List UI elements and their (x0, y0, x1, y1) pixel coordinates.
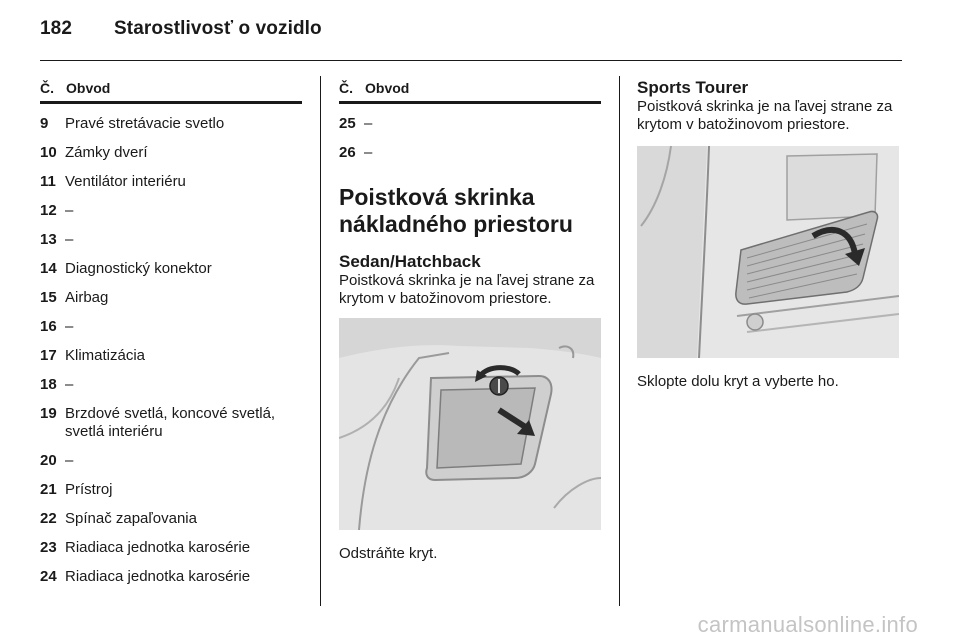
fuse-row (40, 173, 302, 191)
section-title (339, 184, 601, 238)
fuse-row (40, 452, 302, 470)
fuse-row (40, 510, 302, 528)
fuse-circuit: Spínač zapaľovania (65, 510, 197, 527)
section-title-line: nákladného priestoru (339, 211, 573, 237)
fuse-circuit: Riadiaca jednotka karosérie (65, 568, 251, 585)
table-header (40, 80, 302, 104)
fuse-number: 14 (40, 260, 57, 277)
fuse-rows (339, 115, 601, 162)
fuse-number: 18 (40, 376, 57, 393)
fuse-circuit: Riadiaca jednotka karosérie (65, 539, 251, 556)
fuse-row (40, 318, 302, 336)
page-number: 182 (40, 18, 73, 39)
fuse-number: 15 (40, 289, 57, 306)
fuse-rows (40, 115, 302, 586)
table-header-circuit: Obvod (66, 80, 111, 96)
fuse-circuit: Brzdové svetlá, koncové svetlá, svetlá interiéru (65, 405, 276, 440)
fuse-row (40, 347, 302, 365)
watermark: carmanualsonline.info (697, 612, 918, 637)
fuse-row (40, 260, 302, 278)
sedan-fusebox-illustration (339, 318, 601, 530)
tourer-description: Poistková skrinka je na ľavej strane za krytom v batožinovom priestore. (637, 98, 893, 133)
page-title: Starostlivosť o vozidlo (114, 18, 322, 39)
fuse-number: 19 (40, 405, 57, 422)
fuse-circuit: – (65, 231, 74, 248)
fuse-row (40, 144, 302, 162)
fuse-circuit: – (65, 202, 74, 219)
fuse-number: 26 (339, 144, 356, 161)
fuse-number: 17 (40, 347, 57, 364)
fuse-row (40, 405, 302, 441)
fuse-row (40, 202, 302, 220)
fuse-number: 11 (40, 173, 56, 190)
middle-column (339, 80, 601, 563)
tourer-subtitle: Sports Tourer (637, 78, 749, 97)
fuse-circuit: – (65, 376, 74, 393)
sedan-caption: Odstráňte kryt. (339, 545, 438, 562)
tourer-fusebox-illustration (637, 146, 899, 358)
fuse-number: 13 (40, 231, 57, 248)
fuse-row (40, 115, 302, 133)
tourer-caption: Sklopte dolu kryt a vyberte ho. (637, 373, 839, 390)
table-header-number: Č. (339, 80, 353, 96)
fuse-number: 20 (40, 452, 57, 469)
header-divider (40, 60, 902, 61)
sedan-description: Poistková skrinka je na ľavej strane za krytom v batožinovom priestore. (339, 272, 595, 307)
fuse-row (40, 289, 302, 307)
table-header-number: Č. (40, 80, 54, 96)
fuse-number: 12 (40, 202, 57, 219)
fuse-circuit: Pravé stretávacie svetlo (65, 115, 225, 132)
fuse-table-left (40, 80, 302, 586)
fuse-row (339, 144, 601, 162)
fuse-circuit: Klimatizácia (65, 347, 146, 364)
fuse-row (40, 231, 302, 249)
page-header (40, 18, 322, 40)
column-divider (619, 76, 620, 606)
fuse-circuit: – (364, 115, 373, 132)
table-header-circuit: Obvod (365, 80, 410, 96)
fuse-number: 24 (40, 568, 57, 585)
fuse-number: 10 (40, 144, 57, 161)
fuse-circuit: Ventilátor interiéru (65, 173, 186, 190)
fuse-row (40, 376, 302, 394)
fuse-number: 25 (339, 115, 356, 132)
fuse-circuit: – (65, 452, 74, 469)
section-title-line: Poistková skrinka (339, 184, 535, 210)
fuse-circuit: Zámky dverí (65, 144, 148, 161)
fuse-circuit: – (364, 144, 373, 161)
fuse-row (339, 115, 601, 133)
sedan-subtitle: Sedan/Hatchback (339, 252, 481, 271)
right-column (637, 78, 899, 391)
fuse-circuit: Prístroj (65, 481, 113, 498)
fuse-number: 23 (40, 539, 57, 556)
column-divider (320, 76, 321, 606)
fuse-number: 9 (40, 115, 49, 132)
fuse-row (40, 481, 302, 499)
fuse-circuit: Airbag (65, 289, 109, 306)
fuse-circuit: Diagnostický konektor (65, 260, 212, 277)
fuse-circuit: – (65, 318, 74, 335)
fuse-number: 16 (40, 318, 57, 335)
fuse-number: 22 (40, 510, 57, 527)
fuse-number: 21 (40, 481, 57, 498)
fuse-row (40, 539, 302, 557)
fuse-row (40, 568, 302, 586)
table-header (339, 80, 601, 104)
